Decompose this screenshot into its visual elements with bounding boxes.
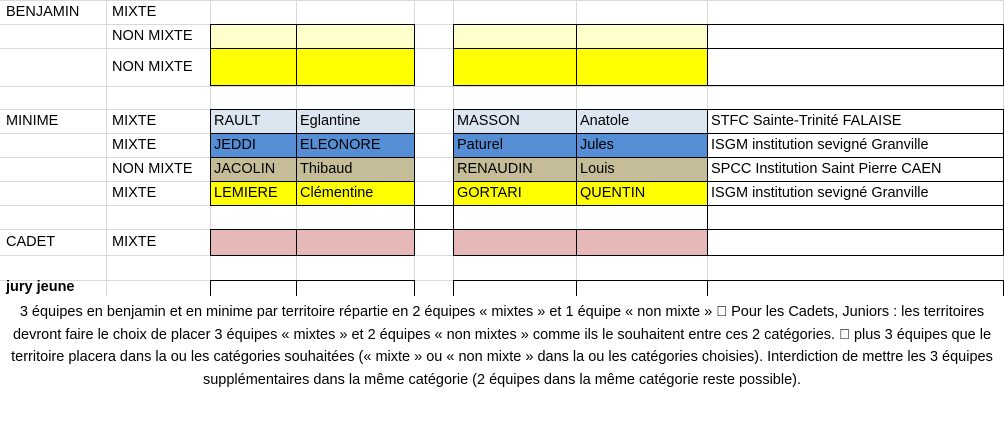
name-cell[interactable]: [453, 24, 577, 49]
firstname-cell[interactable]: Eglantine: [296, 109, 415, 134]
type-cell[interactable]: MIXTE: [112, 112, 157, 129]
school-cell[interactable]: [707, 205, 1004, 230]
name-cell[interactable]: JEDDI: [210, 133, 297, 158]
type-cell[interactable]: MIXTE: [112, 233, 157, 250]
category-cadet[interactable]: CADET: [6, 233, 56, 250]
name-cell[interactable]: [453, 48, 577, 86]
name-cell[interactable]: [210, 48, 297, 86]
name-cell[interactable]: [210, 229, 297, 256]
school-cell[interactable]: STFC Sainte-Trinité FALAISE: [707, 109, 1004, 134]
name-cell[interactable]: [210, 24, 297, 49]
school-cell[interactable]: SPCC Institution Saint Pierre CAEN: [707, 157, 1004, 182]
firstname-cell[interactable]: Louis: [576, 157, 708, 182]
type-cell[interactable]: MIXTE: [112, 184, 157, 201]
firstname-cell[interactable]: [296, 24, 415, 49]
firstname-cell[interactable]: [576, 48, 708, 86]
school-cell[interactable]: ISGM institution sevigné Granville: [707, 133, 1004, 158]
firstname-cell[interactable]: Jules: [576, 133, 708, 158]
firstname-cell[interactable]: [576, 229, 708, 256]
type-cell[interactable]: NON MIXTE: [112, 160, 193, 177]
name-cell[interactable]: Paturel: [453, 133, 577, 158]
school-cell[interactable]: [707, 48, 1004, 86]
name-cell[interactable]: [453, 229, 577, 256]
rules-note: 3 équipes en benjamin et en minime par territoire répartie en 2 équipes « mixtes » et 1 équipe « non mixte »   Pour les Cadets, Juniors : les territoires devront faire le choix de placer 3 équipes « mixtes » et 2 équipes « non mixtes » comme ils le souhaitent entre ces 2 catégories.   plus 3 équipes que le territoire placera dans la ou les catégories souhaitées (« mixte » ou « non mixte » dans la ou les catégories choisies). Interdiction de mettre les 3 équipes supplémentaires dans la même catégorie (2 équipes dans la même catégorie reste possible).: [0, 296, 1004, 431]
type-cell[interactable]: NON MIXTE: [112, 27, 193, 44]
category-benjamin[interactable]: BENJAMIN: [6, 3, 80, 20]
firstname-cell[interactable]: Thibaud: [296, 157, 415, 182]
school-cell[interactable]: [707, 24, 1004, 49]
empty-cell[interactable]: [414, 205, 454, 230]
name-cell[interactable]: RENAUDIN: [453, 157, 577, 182]
school-cell[interactable]: ISGM institution sevigné Granville: [707, 181, 1004, 206]
firstname-cell[interactable]: [576, 24, 708, 49]
name-cell[interactable]: GORTARI: [453, 181, 577, 206]
firstname-cell[interactable]: [296, 229, 415, 256]
name-cell[interactable]: MASSON: [453, 109, 577, 134]
firstname-cell[interactable]: Anatole: [576, 109, 708, 134]
name-cell[interactable]: JACOLIN: [210, 157, 297, 182]
type-cell[interactable]: MIXTE: [112, 3, 157, 20]
firstname-cell[interactable]: ELEONORE: [296, 133, 415, 158]
category-minime[interactable]: MINIME: [6, 112, 59, 129]
jury-label[interactable]: jury jeune: [6, 280, 75, 295]
type-cell[interactable]: MIXTE: [112, 136, 157, 153]
name-cell[interactable]: RAULT: [210, 109, 297, 134]
school-cell[interactable]: [707, 229, 1004, 256]
gridline: [0, 86, 1004, 87]
firstname-cell[interactable]: QUENTIN: [576, 181, 708, 206]
name-cell[interactable]: LEMIERE: [210, 181, 297, 206]
firstname-cell[interactable]: Clémentine: [296, 181, 415, 206]
type-cell[interactable]: NON MIXTE: [112, 58, 193, 75]
firstname-cell[interactable]: [296, 48, 415, 86]
